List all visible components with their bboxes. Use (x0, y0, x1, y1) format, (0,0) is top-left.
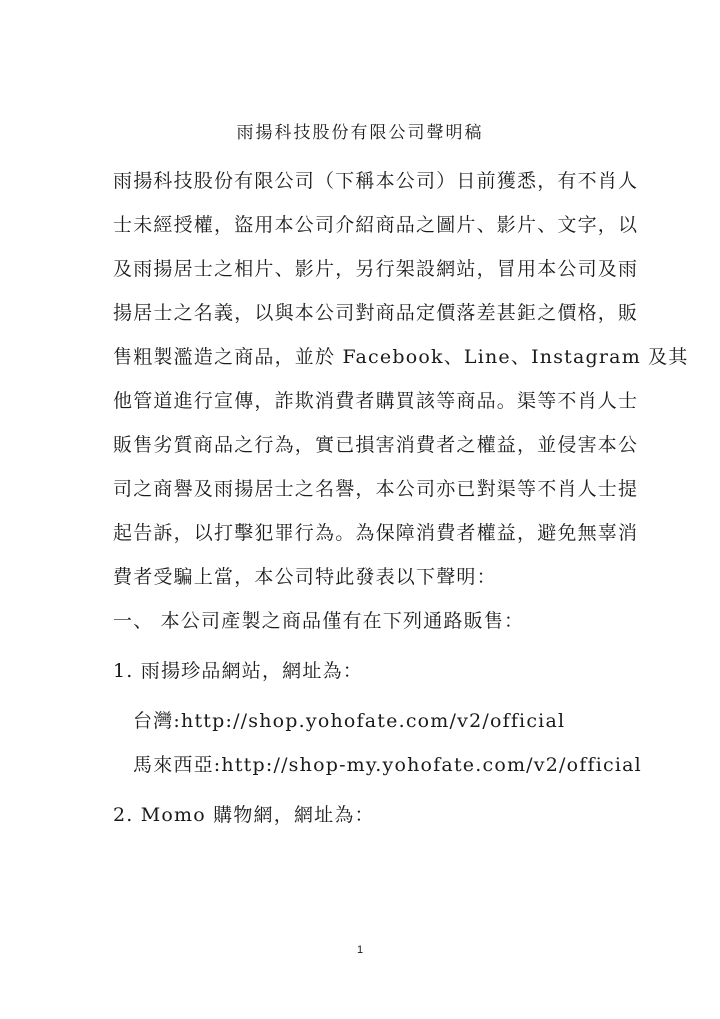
page-number: 1 (356, 944, 364, 956)
body-line-2: 士未經授權，盜用本公司介紹商品之圖片、影片、文字，以 (113, 214, 639, 236)
body-line-1: 雨揚科技股份有限公司（下稱本公司）日前獲悉，有不肖人 (113, 170, 639, 192)
url-malaysia: 馬來西亞:http://shop-my.yohofate.com/v2/official (133, 754, 642, 776)
list-item-2: 2. Momo 購物網，網址為： (113, 804, 375, 826)
body-line-3: 及雨揚居士之相片、影片，另行架設網站，冒用本公司及雨 (113, 258, 639, 280)
body-line-10: 費者受騙上當，本公司特此發表以下聲明： (113, 566, 497, 588)
body-line-9: 起告訴，以打擊犯罪行為。為保障消費者權益，避免無辜消 (113, 522, 639, 544)
body-line-6: 他管道進行宣傳，詐欺消費者購買該等商品。渠等不肖人士 (113, 390, 639, 412)
url-taiwan: 台灣:http://shop.yohofate.com/v2/official (133, 710, 566, 732)
body-line-7: 販售劣質商品之行為，實已損害消費者之權益，並侵害本公 (113, 434, 639, 456)
body-line-5: 售粗製濫造之商品，並於 Facebook、Line、Instagram 及其 (113, 346, 689, 368)
body-line-4: 揚居士之名義，以與本公司對商品定價落差甚鉅之價格，販 (113, 302, 639, 324)
section-heading-1: 一、 本公司產製之商品僅有在下列通路販售： (113, 610, 525, 632)
document-title: 雨揚科技股份有限公司聲明稿 (236, 123, 484, 143)
body-line-8: 司之商譽及雨揚居士之名譽，本公司亦已對渠等不肖人士提 (113, 478, 639, 500)
list-item-1: 1. 雨揚珍品網站，網址為： (113, 660, 363, 682)
